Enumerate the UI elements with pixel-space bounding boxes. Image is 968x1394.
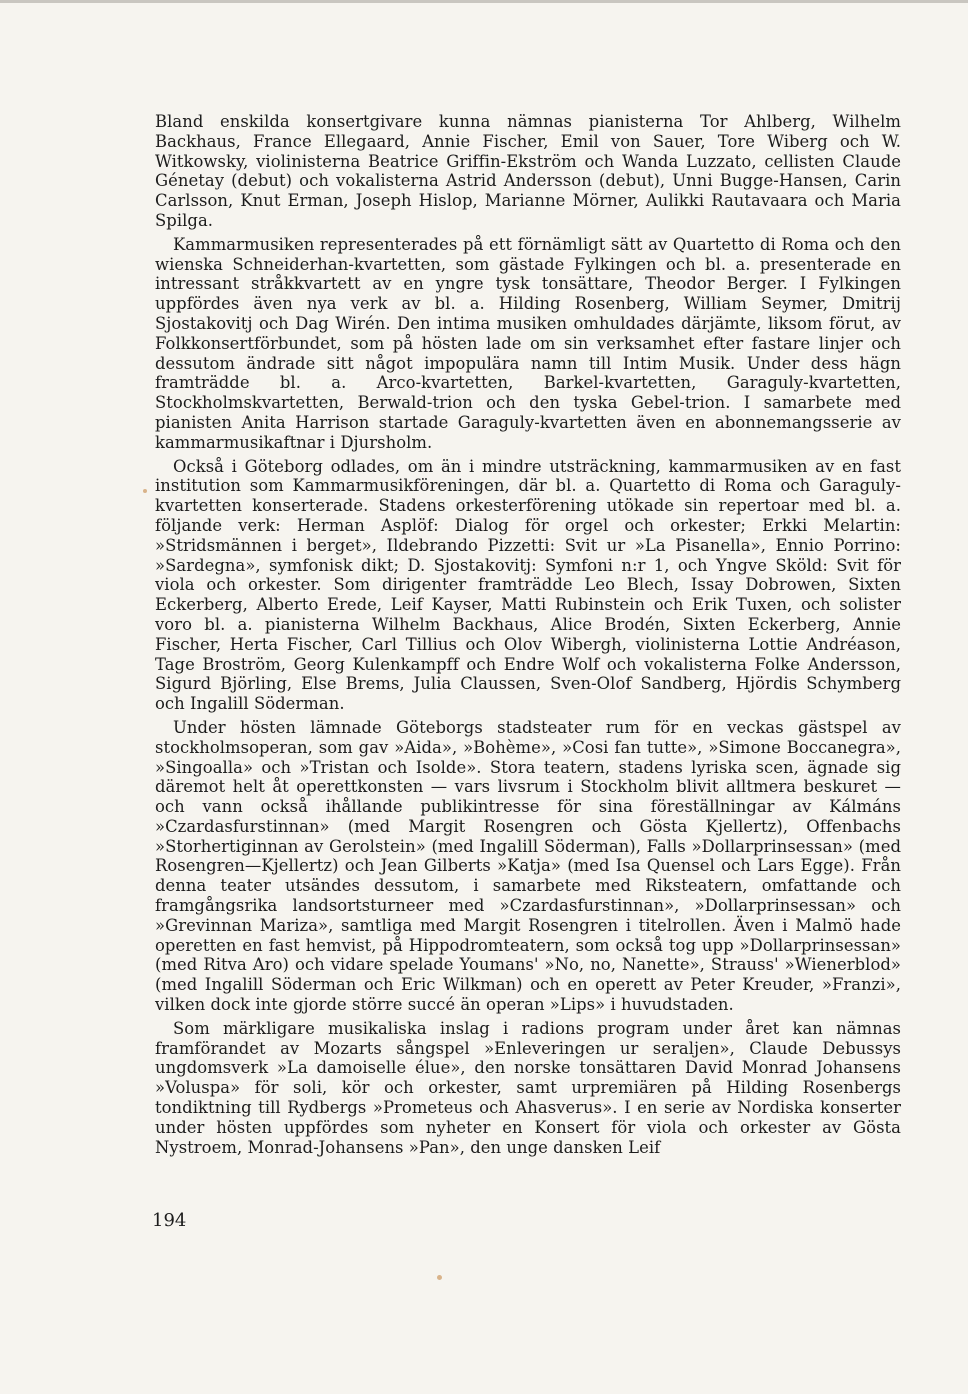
paragraph-radio: Som märkligare musikaliska inslag i radions program under året kan nämnas framförandet av Mozarts sångspel »Enleveringen ur seraljen», Claude Debussys ungdomsverk »La damoiselle élue», den norske tonsättaren David Monrad Johansens »Voluspa» för soli, kör och orkester, samt urpremiären på Hilding Rosenbergs tondiktning till Rydbergs »Prometeus och Ahasverus». I en serie av Nordiska konserter under hösten uppfördes som nyheter en Konsert för viola och orkester av Gösta Nystroem, Monrad-Johansens »Pan», den unge dansken Leif bbox=[155, 1018, 901, 1157]
paragraph-chamber-music: Kammarmusiken representerades på ett förnämligt sätt av Quartetto di Roma och den wienska Schneiderhan-kvartetten, som gästade Fylkingen och bl. a. presenterade en intressant stråkkvartett av en yngre tysk tonsättare, Theodor Berger. I Fylkingen uppfördes även nya verk av bl. a. Hilding Rosenberg, William Seymer, Dmitrij Sjostakovitj och Dag Wirén. Den intima musiken omhuldades därjämte, liksom förut, av Folkkonsertförbundet, som på hösten lade om sin verksamhet efter fastare linjer och dessutom ändrade sitt något impopulära namn till Intim Musik. Under dess hägn framträdde bl. a. Arco-kvartetten, Barkel-kvartetten, Garaguly-kvartetten, Stockholmskvartetten, Berwald-trion och den tyska Gebel-trion. I samarbete med pianisten Anita Harrison startade Garaguly-kvartetten även en abonnemangsserie av kammarmusikaftnar i Djursholm. bbox=[155, 234, 901, 452]
paragraph-soloists: Bland enskilda konsertgivare kunna nämnas pianisterna Tor Ahlberg, Wilhelm Backhaus, France Ellegaard, Annie Fischer, Emil von Sauer, Tore Wiberg och W. Witkowsky, violinisterna Beatrice Griffin-Ekström och Wanda Luzzato, cellisten Claude Génetay (debut) och vokalisterna Astrid Andersson (debut), Unni Bugge-Hansen, Carin Carlsson, Knut Erman, Joseph Hislop, Marianne Mörner, Aulikki Rautavaara och Maria Spilga. bbox=[155, 112, 901, 230]
paper-speck bbox=[143, 489, 147, 493]
page-top-edge bbox=[0, 0, 968, 3]
paragraph-goteborg: Också i Göteborg odlades, om än i mindre utsträckning, kammarmusiken av en fast institution som Kammarmusikföreningen, där bl. a. Quartetto di Roma och Garaguly-kvartetten konserterade. Stadens orkesterförening utökade sin repertoar med bl. a. följande verk: Herman Asplöf: Dialog för orgel och orkester; Erkki Melartin: »Stridsmännen i berget», Ildebrando Pizzetti: Svit ur »La Pisanella», Ennio Porrino: »Sardegna», symfonisk dikt; D. Sjostakovitj: Symfoni n:r 1, och Yngve Sköld: Svit för viola och orkester. Som dirigenter framträdde Leo Blech, Issay Dobrowen, Sixten Eckerberg, Alberto Erede, Leif Kayser, Matti Rubinstein och Erik Tuxen, och solister voro bl. a. pianisterna Wilhelm Backhaus, Alice Brodén, Sixten Eckerberg, Annie Fischer, Herta Fischer, Carl Tillius och Olov Wibergh, violinisterna Lottie Andréason, Tage Broström, Georg Kulenkampff och Endre Wolf och vokalisterna Folke Andersson, Sigurd Björling, Else Brems, Julia Claussen, Sven-Olof Sandberg, Hjördis Schymberg och Ingalill Söderman. bbox=[155, 456, 901, 714]
paragraph-operetta: Under hösten lämnade Göteborgs stadsteater rum för en veckas gästspel av stockholmsoperan, som gav »Aida», »Bohème», »Cosi fan tutte», »Simone Boccanegra», »Singoalla» och »Tristan och Isolde». Stora teatern, stadens lyriska scen, ägnade sig däremot helt åt operettkonsten — vars livsrum i Stockholm blivit alltmera beskuret — och vann också ihållande publikintresse för sina föreställningar av Kálmáns »Czardasfurstinnan» (med Margit Rosengren och Gösta Kjellertz), Offenbachs »Storhertiginnan av Gerolstein» (med Ingalill Söderman), Falls »Dollarprinsessan» (med Rosengren—Kjellertz) och Jean Gilberts »Katja» (med Isa Quensel och Lars Egge). Från denna teater utsändes dessutom, i samarbete med Riksteatern, omfattande och framgångsrika landsortsturneer med »Czardasfurstinnan», »Dollarprinsessan» och »Grevinnan Mariza», samtliga med Margit Rosengren i titelrollen. Även i Malmö hade operetten en fast hemvist, på Hippodromteatern, som också tog upp »Dollarprinsessan» (med Ritva Aro) och vidare spelade Youmans' »No, no, Nanette», Strauss' »Wienerblod» (med Ingalill Söderman och Eric Wilkman) och en operett av Peter Kreuder, »Franzi», vilken dock inte gjorde större succé än operan »Lips» i huvudstaden. bbox=[155, 717, 901, 1015]
page-number: 194 bbox=[152, 1210, 187, 1231]
page-body-text bbox=[155, 112, 901, 1161]
paper-speck bbox=[437, 1275, 442, 1280]
